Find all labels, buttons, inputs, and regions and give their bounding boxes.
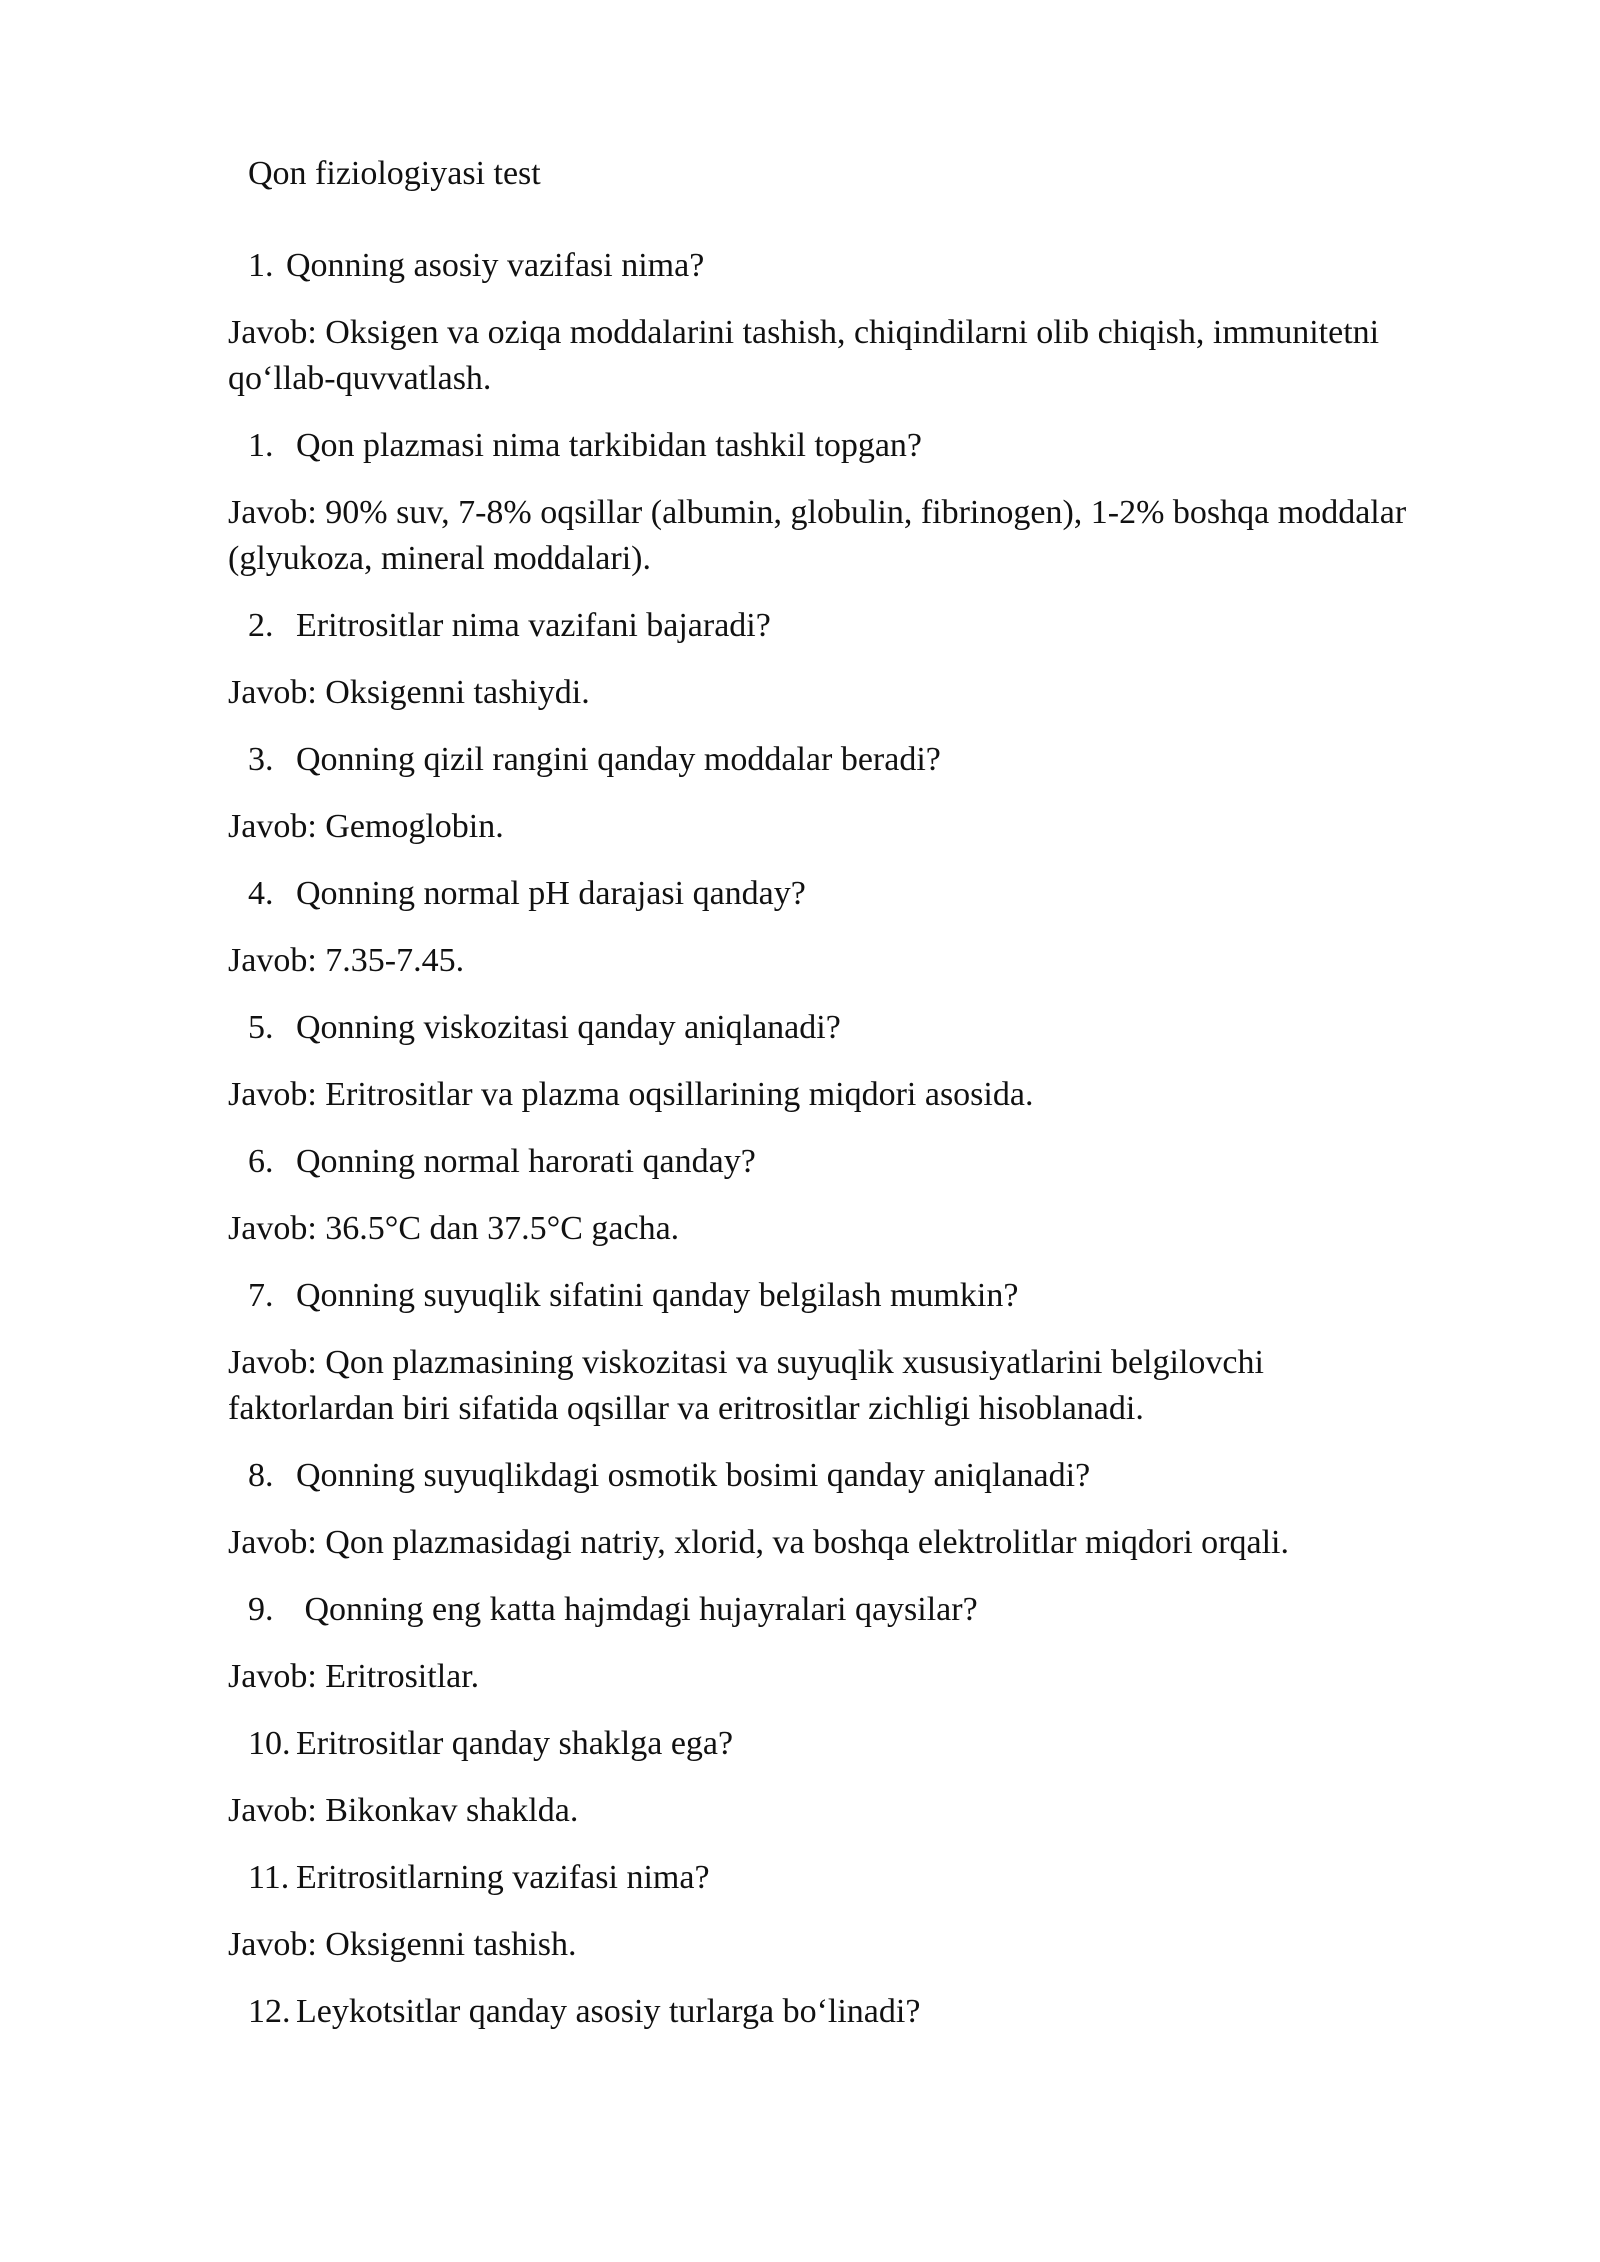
question-1	[228, 242, 1428, 290]
question-number: 12.	[248, 1993, 291, 2030]
question-text: Qonning normal harorati qanday?	[296, 1143, 756, 1180]
question-number: 10.	[248, 1725, 291, 1762]
question-text: Eritrositlar nima vazifani bajaradi?	[296, 607, 771, 644]
question-text: Qonning eng katta hajmdagi hujayralari qaysilar?	[296, 1591, 978, 1628]
question-text: Qon plazmasi nima tarkibidan tashkil topgan?	[296, 427, 923, 464]
answer-11: Javob: Bikonkav shaklda.	[228, 1792, 579, 1829]
question-7	[228, 1138, 1428, 1186]
question-text: Leykotsitlar qanday asosiy turlarga bo‘linadi?	[296, 1993, 921, 2030]
question-text: Eritrositlar qanday shaklga ega?	[296, 1725, 734, 1762]
question-13	[228, 1988, 1428, 2036]
question-8	[228, 1272, 1428, 1320]
question-text: Qonning suyuqlikdagi osmotik bosimi qanday aniqlanadi?	[296, 1457, 1091, 1494]
question-text: Eritrositlarning vazifasi nima?	[296, 1859, 710, 1896]
question-number: 11.	[248, 1859, 290, 1896]
question-number: 6.	[248, 1143, 274, 1180]
question-number: 4.	[248, 875, 274, 912]
question-3	[228, 602, 1428, 650]
question-4	[228, 736, 1428, 784]
question-number: 9.	[248, 1591, 274, 1628]
question-text: Qonning viskozitasi qanday aniqlanadi?	[296, 1009, 841, 1046]
answer-3: Javob: Oksigenni tashiydi.	[228, 674, 590, 711]
answer-4: Javob: Gemoglobin.	[228, 808, 504, 845]
question-text: Qonning suyuqlik sifatini qanday belgilash mumkin?	[296, 1277, 1019, 1314]
question-6	[228, 1004, 1428, 1052]
answer-5: Javob: 7.35-7.45.	[228, 942, 465, 979]
question-number: 3.	[248, 741, 274, 778]
question-text: Qonning normal pH darajasi qanday?	[296, 875, 806, 912]
question-12	[228, 1854, 1428, 1902]
question-number: 7.	[248, 1277, 274, 1314]
answer-10: Javob: Eritrositlar.	[228, 1658, 480, 1695]
question-10	[228, 1586, 1428, 1634]
question-number: 1.	[248, 427, 274, 464]
answer-1: Javob: Oksigen va oziqa moddalarini tashish, chiqindilarni olib chiqish, immunitetni qo‘llab-quvvatlash.	[228, 314, 1380, 397]
question-11	[228, 1720, 1428, 1768]
answer-9: Javob: Qon plazmasidagi natriy, xlorid, va boshqa elektrolitlar miqdori orqali.	[228, 1524, 1289, 1561]
question-number: 8.	[248, 1457, 274, 1494]
document-title: Qon fiziologiyasi test	[248, 155, 541, 192]
question-list	[228, 242, 1428, 2056]
question-2	[228, 422, 1428, 470]
answer-7: Javob: 36.5°C dan 37.5°C gacha.	[228, 1210, 680, 1247]
answer-8: Javob: Qon plazmasining viskozitasi va suyuqlik xususiyatlarini belgilovchi faktorlardan biri sifatida oqsillar va eritrositlar zichligi hisoblanadi.	[228, 1344, 1264, 1427]
question-5	[228, 870, 1428, 918]
question-number: 5.	[248, 1009, 274, 1046]
question-number: 2.	[248, 607, 274, 644]
answer-2: Javob: 90% suv, 7-8% oqsillar (albumin, globulin, fibrinogen), 1-2% boshqa moddalar (glyukoza, mineral moddalari).	[228, 494, 1407, 577]
answer-12: Javob: Oksigenni tashish.	[228, 1926, 577, 1963]
question-text: Qonning asosiy vazifasi nima?	[286, 247, 705, 284]
question-9	[228, 1452, 1428, 1500]
question-text: Qonning qizil rangini qanday moddalar beradi?	[296, 741, 941, 778]
question-number: 1.	[248, 247, 274, 284]
answer-6: Javob: Eritrositlar va plazma oqsillarining miqdori asosida.	[228, 1076, 1034, 1113]
